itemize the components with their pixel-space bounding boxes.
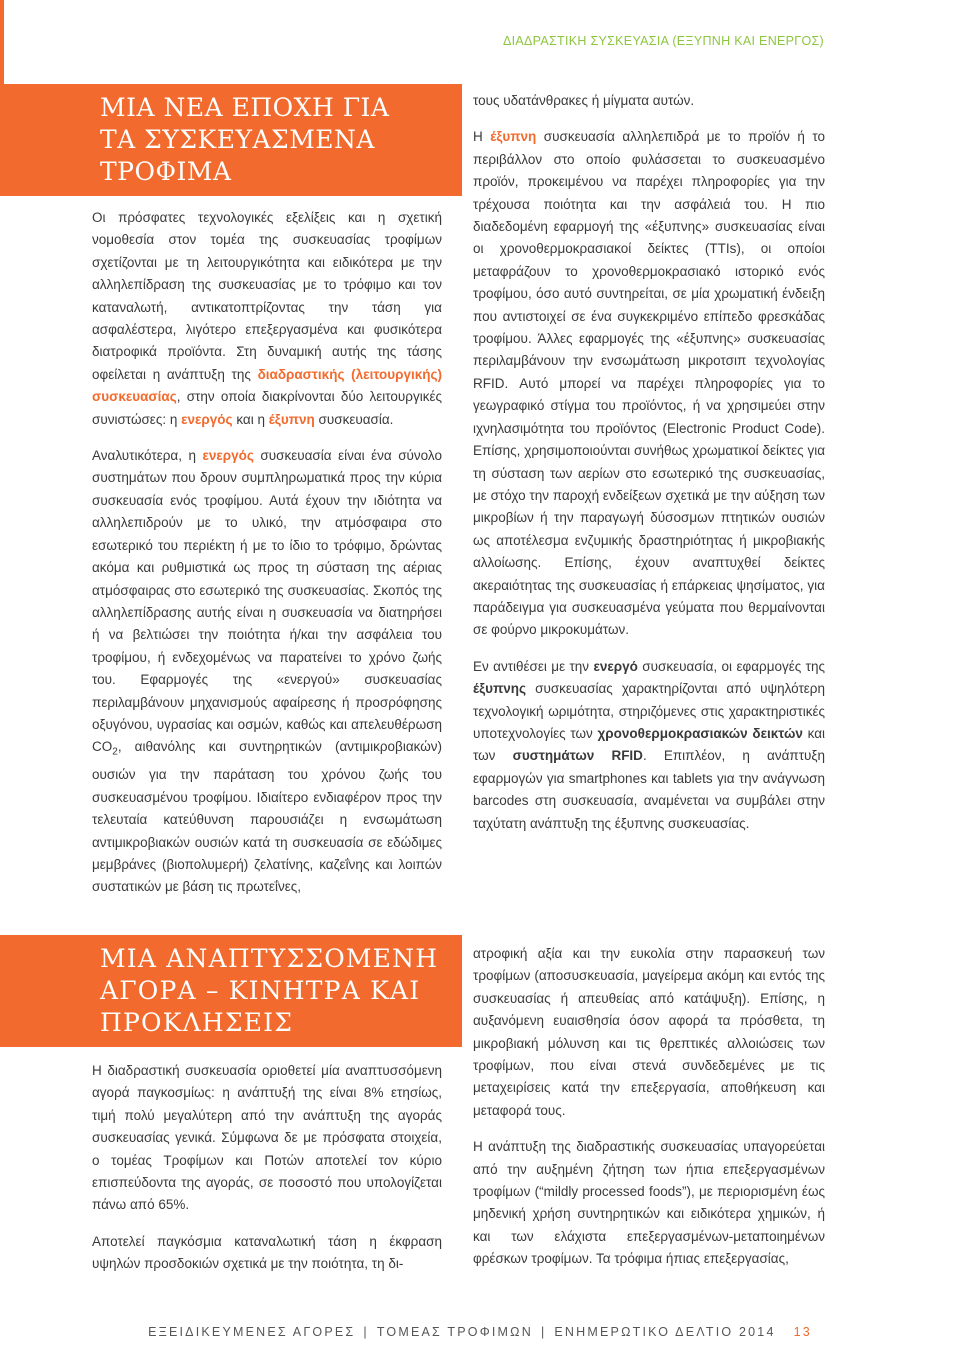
section-banner-growing-market [0, 935, 462, 1047]
section-title-new-era [100, 92, 389, 188]
section-title-growing-market [100, 943, 438, 1039]
title-line: ΤΡΟΦΙΜΑ [100, 157, 232, 186]
footer-text: ΕΞΕΙΔΙΚΕΥΜΕΝΕΣ ΑΓΟΡΕΣ [148, 1325, 356, 1339]
title-line: ΑΓΟΡΑ – ΚΙΝΗΤΡΑ ΚΑΙ [100, 976, 421, 1005]
text-run: συσκευασία αλληλεπιδρά με το προϊόν ή το περιβάλλον στο οποίο φυλάσσεται το συσκευασμένο προϊόν, προκειμένου να παρέχει πληροφορίες για την τρέχουσα ποιότητα και την ασφάλειά του. Η πιο διαδεδομένη εφαρμογή της «έξυπνης» συσκευασίας είναι οι χρονοθερμοκρασιακοί δείκτες (TTIs), οι οποίοι μεταφράζουν το χρονοθερμοκρασιακό ιστορικό ενός τροφίμου, όσο αυτό συντηρείται, σε μία χρωματική ένδειξη που αντιστοιχεί σε ένα συγκεκριμένο επίπεδο φρεσκάδας τροφίμου. Άλλες εφαρμογές της «έξυπνης» συσκευασίας περιλαμβάνουν την ενσωμάτωση μικροτσιπ τεχνολογίας RFID. Αυτό μπορεί να παρέχει πληροφορίες για το γεωγραφικό στίγμα του προϊόντος, ή να χρησιμεύει στην ιχνηλασιμότητα του προϊόντος (Electronic Product Code). Επίσης, χρησιμοποιούνται συνήθως χρωματικοί δείκτες για τη σύσταση των αερίων στο εσωτερικό της συσκευασίας, με στόχο την παροχή ενδείξεων σχετικά με την αύξηση των μικροβίων ή την παραγωγή δύσοσμων πτητικών ουσιών ως αποτέλεσμα ενζυμικής δραστηριότητας ή μικροβιακής αλλοίωσης. Επίσης, έχουν αναπτυχθεί δείκτες ακεραιότητας της συσκευασίας ή επάρκειας ψησίματος, για παράδειγμα για συσκευασμένα γεύματα που θερμαίνονται σε φούρνο μικροκυμάτων. [473, 129, 826, 638]
highlight-term: έξυπνη [490, 129, 537, 145]
title-line: ΜΙΑ ΝΕΑ ΕΠΟΧΗ ΓΙΑ [100, 93, 390, 122]
text-run: Εν αντιθέσει με την [473, 658, 594, 674]
text-run: και η [232, 411, 269, 427]
paragraph: ατροφική αξία και την ευκολία στην παρασκευή των τροφίμων (αποσυσκευασία, μαγείρεμα ακόμη και εντός της συσκευασίας ή απευθείας από κατάψυξη). Επίσης, η αυξανόμενη ευαισθησία όσον αφορά τα πρόσθετα, τη μικροβιακή μόλυνση και τις θρεπτικές αλλοιώσεις των τροφίμων, που είναι στενά συνδεδεμένες με τις μεταχειρίσεις κατά την επεξεργασία, αποθήκευση και μεταφορά τους. [473, 946, 825, 1118]
footer-separator: | [363, 1325, 369, 1339]
highlight-term: έξυπνη [268, 411, 315, 427]
page-number: 13 [793, 1325, 812, 1339]
paragraph [473, 126, 825, 641]
subscript: 2 [112, 747, 118, 759]
bold-term: συστημάτων RFID [512, 748, 643, 764]
text-column-2 [473, 90, 825, 835]
paragraph: Αποτελεί παγκόσμια καταναλωτική τάση η έκφραση υψηλών προσδοκιών σχετικά με την ποιότητα, τη δι- [92, 1233, 442, 1272]
text-run: συσκευασία είναι ένα σύνολο συστημάτων που δρουν συμπληρωματικά προς την κύρια συσκευασία ενός τροφίμου. Αυτά έχουν την ιδιότητα να αλληλεπιδρούν με το υλικό, την ατμόσφαιρα στο εσωτερικό του περιέκτη ή με το ίδιο το τρόφιμο, δρώντας ακόμα και ρυθμιστικά ως προς τη σύσταση της αέριας ατμόσφαιρας στο εσωτερικό της συσκευασίας. Σκοπός της αλληλεπίδρασης αυτής είναι η συσκευασία να διατηρήσει ή να βελτιώσει την ποιότητα ή/και την ασφάλεια του τροφίμου, ή ενδεχομένως να παρατείνει το χρόνο ζωής του. Εφαρμογές της «ενεργού» συσκευασίας περιλαμβάνουν μηχανισμούς αφαίρεσης ή προσρόφησης οξυγόνου, υγρασίας και οσμών, καθώς και απελευθέρωση CO [92, 448, 442, 755]
text-run: συσκευασία. [314, 411, 394, 427]
bold-term: χρονοθερμοκρασιακών δεικτών [597, 725, 803, 741]
paragraph: Η διαδραστική συσκευασία οριοθετεί μία αναπτυσσόμενη αγορά παγκοσμίως: η ανάπτυξή της είναι 8% ετησίως, τιμή πολύ μεγαλύτερη από την ανάπτυξη της αγοράς συσκευασίας γενικά. Σύμφωνα δε με πρόσφατα στοιχεία, ο τομέας Τροφίμων και Ποτών αποτελεί τον κύριο επισπεύδοντα της αγοράς, σε ποσοστό που υπολογίζεται πάνω από 65%. [92, 1063, 442, 1213]
bold-term: ενεργό [593, 658, 638, 674]
footer-text: ΤΟΜΕΑΣ ΤΡΟΦΙΜΩΝ [376, 1325, 533, 1339]
text-column-3 [92, 1060, 442, 1276]
text-run: Αναλυτικότερα, η [92, 448, 203, 464]
paragraph [92, 445, 442, 899]
bold-term: έξυπνης [473, 681, 527, 697]
text-run: συσκευασίας χαρακτηρίζονται από υψηλότερη τεχνολογική ωριμότητα, στηριζόμενες στις χαρακτηριστικές υποτεχνολογίες των [473, 681, 825, 741]
highlight-term: διαδραστικής (λειτουργικής) συσκευασίας [92, 366, 442, 405]
paragraph: Η ανάπτυξη της διαδραστικής συσκευασίας υπαγορεύεται από την αυξημένη ζήτηση των ήπια επεξεργασμένων τροφίμων (“mildly processed foods”), με περιορισμένη έως μηδενική χρήση συντηρητικών και ειδικότερα χημικών, ή και των ελάχιστα επεξεργασμένων-μεταποιημένων φρέσκων τροφίμων. Τα τρόφιμα ήπιας επεξεργασίας, [473, 1139, 825, 1267]
page-footer [0, 1325, 960, 1339]
highlight-term: ενεργός [181, 411, 233, 427]
text-run: , στην οποία διακρίνονται δύο λειτουργικές συνιστώσες: η [92, 389, 442, 427]
title-line: ΤΑ ΣΥΣΚΕΥΑΣΜΕΝΑ [100, 125, 375, 154]
text-run: Οι πρόσφατες τεχνολογικές εξελίξεις και η σχετική νομοθεσία στον τομέα της συσκευασίας τροφίμων σχετίζονται με τη λειτουργικότητα και ειδικότερα με την αλληλεπίδραση της συσκευασίας με το τρόφιμο και τον καταναλωτή, αντικατοπτρίζοντας την τάση για ασφαλέστερα, λιγότερο επεξεργασμένα και φυσικότερα διατροφικά προϊόντα. Στη δυναμική αυτής της τάσης οφείλεται η ανάπτυξη της [92, 210, 442, 382]
running-header: ΔΙΑΔΡΑΣΤΙΚΗ ΣΥΣΚΕΥΑΣΙΑ (ΕΞΥΠΝΗ ΚΑΙ ΕΝΕΡΓΟΣ) [502, 34, 824, 48]
highlight-term: ενεργός [202, 448, 254, 464]
title-line: ΜΙΑ ΑΝΑΠΤΥΣΣΟΜΕΝΗ [100, 944, 439, 973]
footer-text: ΕΝΗΜΕΡΩΤΙΚΟ ΔΕΛΤΙΟ 2014 [554, 1325, 776, 1339]
text-run: Η [473, 129, 491, 145]
section-banner-new-era [0, 84, 462, 196]
title-line: ΠΡΟΚΛΗΣΕΙΣ [100, 1008, 294, 1037]
paragraph: τους υδατάνθρακες ή μίγματα αυτών. [473, 93, 695, 108]
paragraph [92, 207, 442, 431]
paragraph [473, 656, 825, 835]
text-column-1 [92, 207, 442, 899]
left-accent-rule [0, 0, 4, 90]
text-run: συσκευασία, οι εφαρμογές της [637, 658, 825, 674]
text-column-4 [473, 943, 825, 1271]
text-run: , αιθανόλης και συντηρητικών (αντιμικροβιακών) ουσιών για την παράταση του χρόνου ζωής του συσκευασμένου τροφίμου. Ιδιαίτερο ενδιαφέρον προς την τελευταία κατεύθυνση παρουσιάζει η ενσωμάτωση αντιμικροβιακών ουσιών κατά τη συσκευασία σε εδώδιμες μεμβράνες (βιοπολυμερή) ζελατίνης, καζεΐνης και λοιπών συστατικών με βάση τις πρωτεΐνες, [92, 739, 442, 895]
text-run: και των [473, 725, 825, 764]
footer-separator: | [540, 1325, 547, 1339]
text-run: . Επιπλέον, η ανάπτυξη εφαρμογών για smartphones και tablets για την ανάγνωση barcodes στη συσκευασία, αναμένεται να συμβάλει στην ταχύτατη ανάπτυξη της έξυπνης συσκευασίας. [473, 748, 825, 831]
